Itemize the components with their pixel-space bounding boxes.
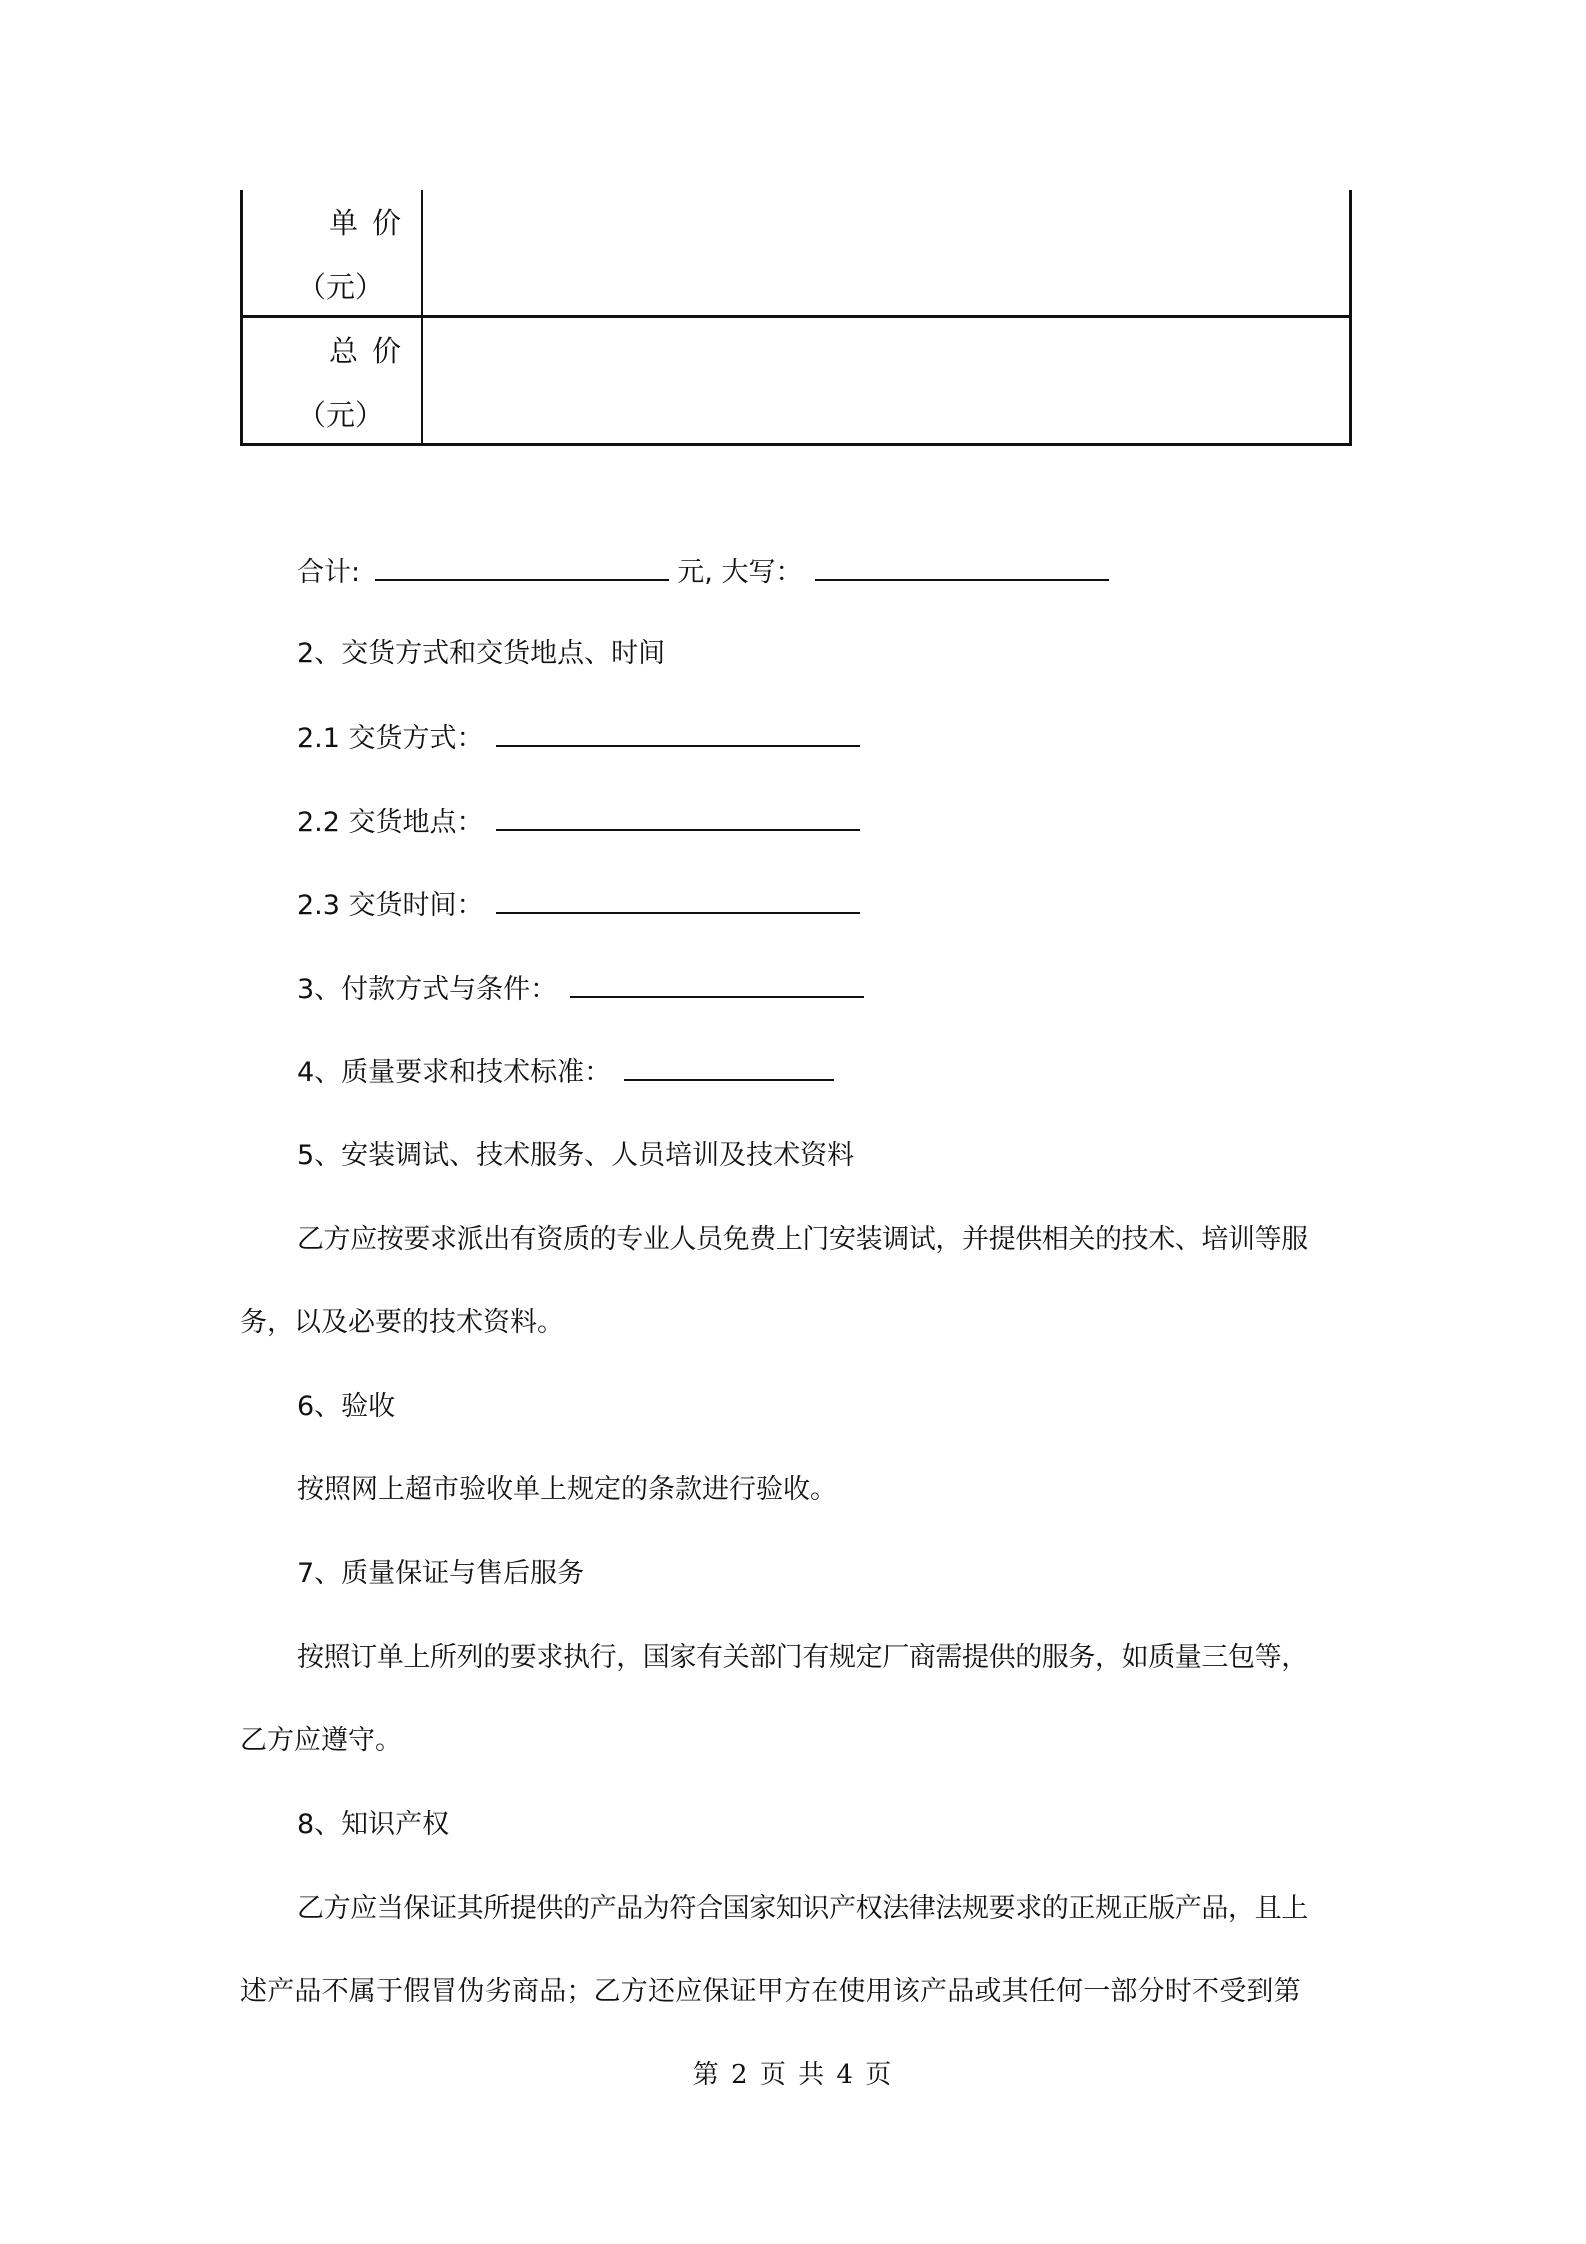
- price-table: [240, 190, 1352, 446]
- total-amount-field[interactable]: [375, 555, 669, 581]
- payment-field[interactable]: [570, 972, 864, 998]
- section7-body-line1: 按照订单上所列的要求执行，国家有关部门有规定厂商需提供的服务，如质量三包等，: [297, 1642, 1308, 1673]
- table-row-unit-price: [243, 190, 1349, 318]
- quality-standard-label: 4、质量要求和技术标准：: [297, 1057, 612, 1088]
- section6-body-line1: 按照网上超市验收单上规定的条款进行验收。: [297, 1474, 837, 1505]
- section8-body-line2: 述产品不属于假冒伪劣商品；乙方还应保证甲方在使用该产品或其任何一部分时不受到第: [240, 1976, 1301, 2007]
- total-price-label-line2: （元）: [297, 398, 385, 432]
- delivery-place-line: [297, 805, 860, 840]
- total-label: 合计:: [297, 557, 361, 588]
- total-caps-label: 大写：: [721, 557, 803, 588]
- unit-price-label-line2: （元）: [297, 270, 385, 304]
- section2-heading: 2、交货方式和交货地点、时间: [297, 638, 666, 669]
- delivery-time-line: [297, 888, 860, 923]
- delivery-method-field[interactable]: [496, 721, 860, 747]
- delivery-time-label: 2.3 交货时间：: [297, 890, 484, 921]
- payment-label: 3、付款方式与条件：: [297, 974, 558, 1005]
- section5-body-line1: 乙方应按要求派出有资质的专业人员免费上门安装调试，并提供相关的技术、培训等服: [297, 1224, 1308, 1255]
- page-number-footer: 第 2 页 共 4 页: [692, 2060, 894, 2090]
- total-unit: 元,: [677, 557, 713, 588]
- table-row-total-price: [243, 318, 1349, 443]
- delivery-time-field[interactable]: [496, 888, 860, 914]
- quality-standard-line: [297, 1055, 834, 1090]
- section8-heading: 8、知识产权: [297, 1809, 450, 1840]
- total-caps-field[interactable]: [815, 555, 1109, 581]
- delivery-place-label: 2.2 交货地点：: [297, 807, 484, 838]
- delivery-place-field[interactable]: [496, 805, 860, 831]
- section5-heading: 5、安装调试、技术服务、人员培训及技术资料: [297, 1140, 855, 1171]
- delivery-method-line: [297, 721, 860, 756]
- section7-body-line2: 乙方应遵守。: [240, 1725, 402, 1756]
- delivery-method-label: 2.1 交货方式：: [297, 723, 484, 754]
- unit-price-value-cell[interactable]: [423, 190, 1349, 315]
- section6-heading: 6、验收: [297, 1391, 396, 1422]
- section8-body-line1: 乙方应当保证其所提供的产品为符合国家知识产权法律法规要求的正规正版产品，且上: [297, 1893, 1308, 1924]
- total-price-label-line1: 总价: [329, 334, 416, 368]
- payment-line: [297, 972, 864, 1007]
- total-price-value-cell[interactable]: [423, 318, 1349, 443]
- quality-standard-field[interactable]: [624, 1055, 834, 1081]
- total-line: [297, 555, 1109, 590]
- section7-heading: 7、质量保证与售后服务: [297, 1558, 585, 1589]
- section5-body-line2: 务，以及必要的技术资料。: [240, 1307, 564, 1338]
- unit-price-label-line1: 单价: [329, 206, 416, 240]
